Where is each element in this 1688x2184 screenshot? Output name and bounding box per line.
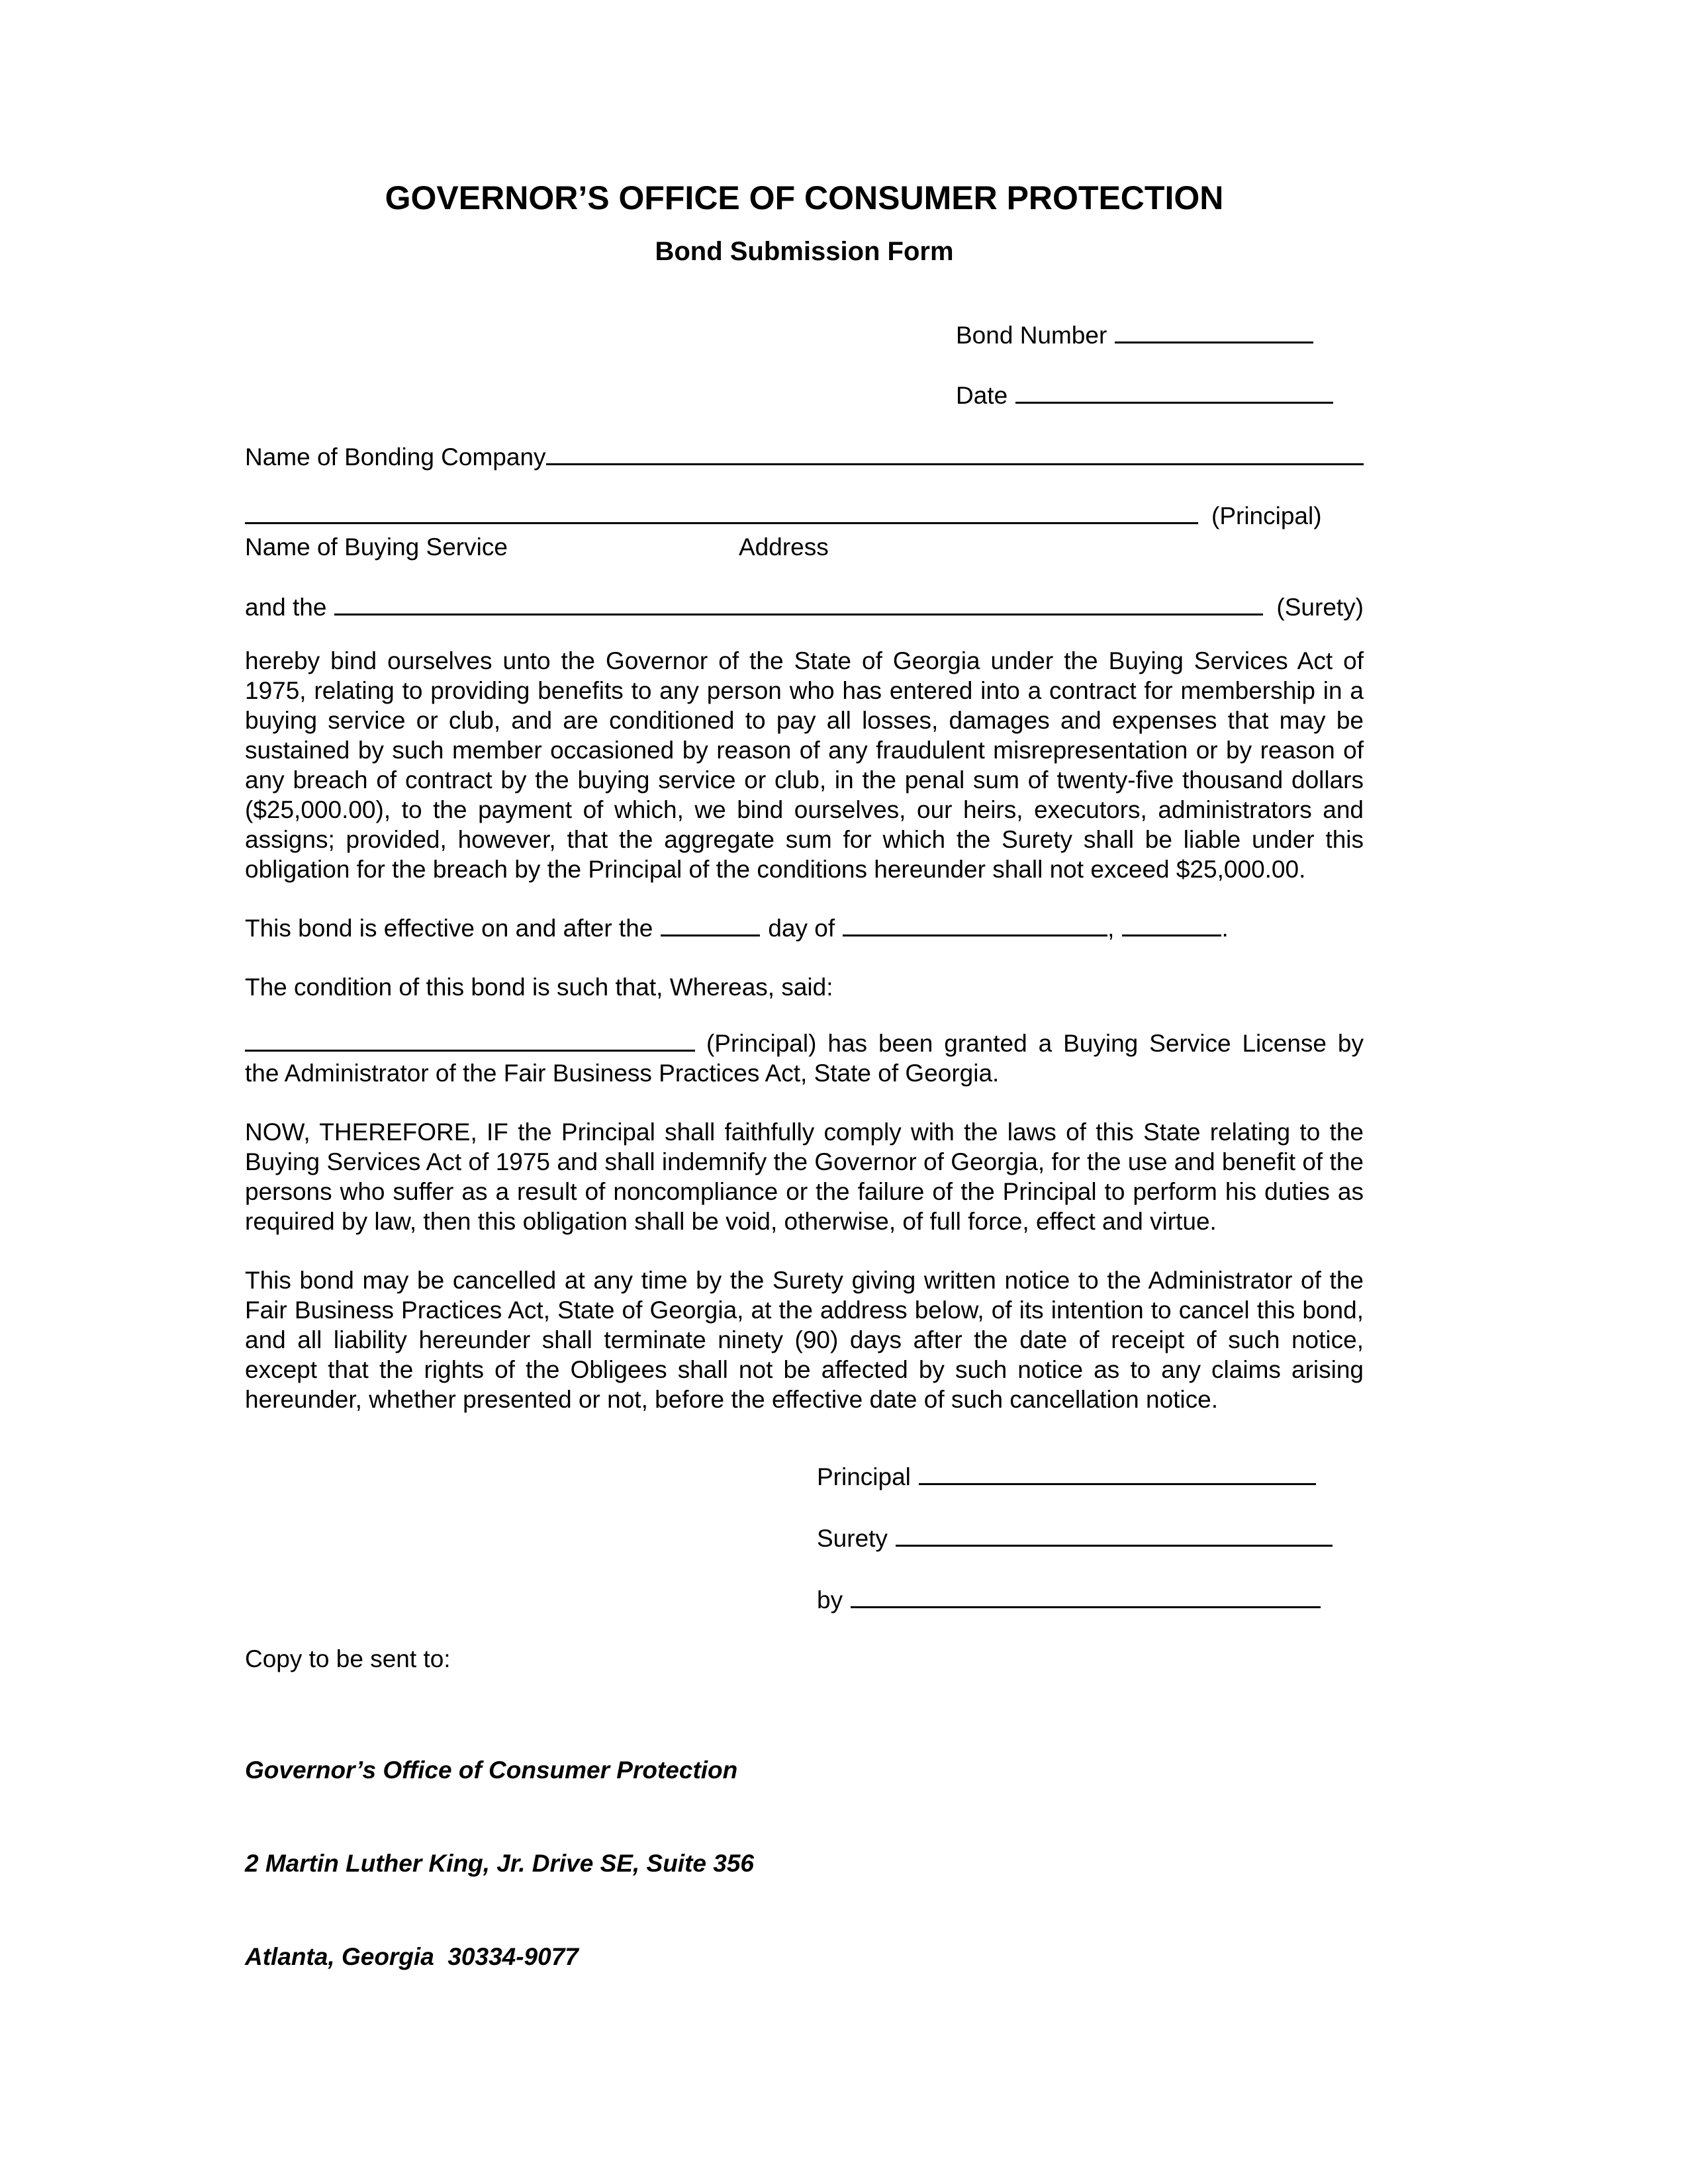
condition-line: The condition of this bond is such that, Whereas, said:: [245, 974, 833, 1001]
footer-address-line2: 2 Martin Luther King, Jr. Drive SE, Suite 356: [245, 1850, 754, 1877]
surety-signature-blank: [896, 1543, 1333, 1547]
date-blank: [1015, 400, 1333, 404]
now-therefore-paragraph: NOW, THEREFORE, IF the Principal shall faithfully comply with the laws of this State relating to the Buying Services Act of 1975 and shall indemnify the Governor of Georgia, for the use and benefit of the persons who suffer as a result of noncompliance or the failure of the Principal to perform his duties as required by law, then this obligation shall be void, otherwise, of full force, effect and virtue.: [245, 1118, 1364, 1235]
effective-period: .: [1221, 915, 1229, 942]
buying-service-blank: [245, 521, 1198, 524]
effective-prefix: This bond is effective on and after the: [245, 915, 653, 942]
effective-year-blank: [1122, 933, 1221, 936]
bond-number-blank: [1115, 340, 1313, 343]
footer-address-block: [245, 1692, 1364, 2034]
date-label: Date: [956, 382, 1008, 409]
surety-signature-label: Surety: [817, 1525, 888, 1552]
footer-address-line3: Atlanta, Georgia 30334-9077: [245, 1943, 579, 1970]
principal-signature-label: Principal: [817, 1463, 911, 1490]
cancellation-paragraph: This bond may be cancelled at any time by the Surety giving written notice to the Administrator of the Fair Business Practices Act, State of Georgia, at the address below, of its intention to cancel this bond, and all liability hereunder shall terminate ninety (90) days after the date of receipt of such notice, except that the rights of the Obligees shall not be affected by such notice as to any claims arising hereunder, whether presented or not, before the effective date of such cancellation notice.: [245, 1267, 1364, 1413]
effective-comma: ,: [1107, 915, 1115, 942]
bonding-company-label: Name of Bonding Company: [245, 443, 546, 471]
bonding-company-row: [245, 442, 1364, 472]
bond-number-row: [956, 320, 1364, 350]
principal-row: [245, 501, 1364, 531]
granted-principal-blank: [245, 1048, 695, 1052]
principal-suffix-label: (Principal): [1211, 502, 1322, 529]
granted-text: (Principal) has been granted a Buying Service License by the Administrator of the Fair Business Practices Act, State of Georgia.: [245, 1030, 1364, 1087]
principal-signature-row: [817, 1462, 1364, 1492]
granted-paragraph: [245, 1028, 1364, 1088]
effective-day-of-label: day of: [768, 915, 835, 942]
copy-to-label: Copy to be sent to:: [245, 1645, 451, 1672]
date-row: [956, 381, 1364, 410]
surety-signature-row: [817, 1524, 1364, 1553]
address-label: Address: [739, 533, 829, 561]
effective-day-blank: [661, 933, 760, 936]
surety-suffix-label: (Surety): [1276, 594, 1364, 621]
surety-name-blank: [334, 612, 1263, 615]
footer-address-line1: Governor’s Office of Consumer Protection: [245, 1756, 738, 1784]
effective-month-blank: [843, 933, 1107, 936]
by-signature-label: by: [817, 1586, 843, 1614]
buying-service-label: Name of Buying Service: [245, 533, 508, 561]
by-signature-row: [817, 1585, 1364, 1615]
bond-number-label: Bond Number: [956, 322, 1107, 349]
bonding-company-blank: [546, 462, 1364, 465]
by-signature-blank: [851, 1605, 1321, 1608]
effective-date-row: [245, 913, 1364, 943]
document-title: GOVERNOR’S OFFICE OF CONSUMER PROTECTION: [385, 179, 1224, 216]
binding-paragraph: hereby bind ourselves unto the Governor of the State of Georgia under the Buying Services Act of 1975, relating to providing benefits to any person who has entered into a contract for membership in a buying service or club, and are conditioned to pay all losses, damages and expenses that may be sustained by such member occasioned by reason of any fraudulent misrepresentation or by reason of any breach of contract by the buying service or club, in the penal sum of twenty-five thousand dollars ($25,000.00), to the payment of which, we bind ourselves, our heirs, executors, administrators and assigns; provided, however, that the aggregate sum for which the Surety shall be liable under this obligation for the breach by the Principal of the conditions hereunder shall not exceed $25,000.00.: [245, 647, 1364, 883]
document-subtitle: Bond Submission Form: [655, 237, 954, 266]
principal-sublabels-row: [245, 532, 1364, 562]
surety-row: [245, 592, 1364, 622]
and-the-label: and the: [245, 594, 327, 621]
principal-signature-blank: [919, 1482, 1316, 1485]
